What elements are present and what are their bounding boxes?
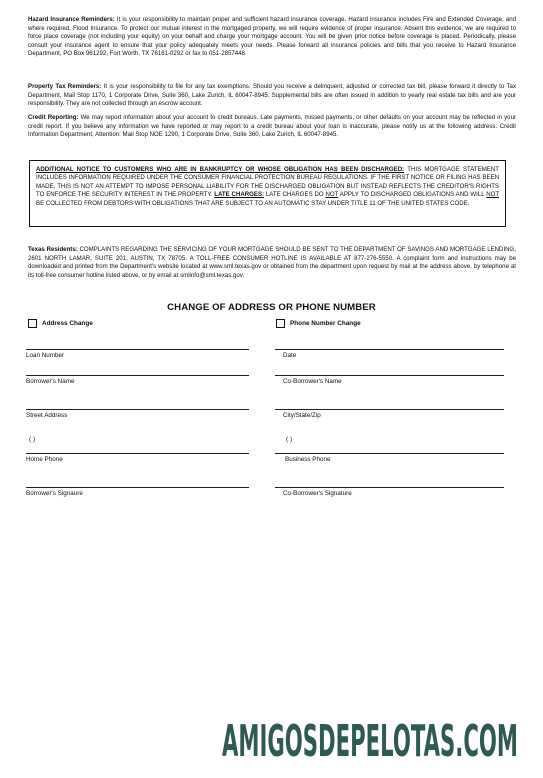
- borrower-signature-field[interactable]: [26, 487, 249, 497]
- address-change-option[interactable]: [28, 319, 93, 328]
- loan-number-label: Loan Number: [26, 352, 65, 359]
- phone-change-option[interactable]: [276, 319, 361, 328]
- co-borrower-name-field[interactable]: [275, 375, 504, 385]
- hazard-insurance-paragraph: [28, 16, 516, 59]
- address-change-label: Address Change: [42, 320, 93, 327]
- hazard-text: It is your responsibility to maintain proper and sufficient hazard insurance coverage. Hazard insurance includes Fire and Extended Coverage, and where required, Flood Insurance. To protect our mutual interest in the mortgaged property, we will require evidence of proper insurance. Absent this evidence, we are required to force place coverage (not including your equity) on your behalf and charge your mortgage account. You will be given prior notice before coverage is placed. Periodically, please consult your insurance agent to ensure that your policy adequately meets your needs. Please forward all insurance policies and bills that you receive to Hazard Insurance Department, PO Box 961292, Fort Worth, TX 76161-0292 or fax to 051-2857448.: [28, 16, 516, 58]
- business-phone-area-code: ( ): [286, 436, 293, 443]
- business-phone-field[interactable]: [275, 453, 504, 463]
- borrower-signature-label: Borrower's Signaure: [26, 490, 83, 497]
- texas-heading: Texas Residents:: [28, 246, 78, 253]
- phone-change-checkbox[interactable]: [276, 319, 285, 328]
- notice-text-4: BE COLLECTED FROM DEBTORS WITH OBLIGATIONS THAT ARE SUBJECT TO AN AUTOMATIC STAY UNDER TITLE 11 OF THE UNITED STATES CODE.: [36, 199, 470, 207]
- notice-not-1: NOT: [325, 191, 339, 199]
- date-field[interactable]: [275, 349, 504, 359]
- notice-text-3: APPLY TO DISCHARGED OBLIGATIONS AND WILL: [338, 191, 487, 199]
- phone-change-label: Phone Number Change: [290, 320, 361, 327]
- notice-not-2: NOT: [486, 191, 499, 199]
- business-phone-label: Business Phone: [285, 456, 331, 463]
- city-state-zip-label: City/State/Zip: [283, 412, 321, 419]
- city-state-zip-field[interactable]: [275, 409, 504, 419]
- home-phone-area-code: ( ): [29, 436, 36, 443]
- home-phone-field[interactable]: [26, 453, 249, 463]
- loan-number-field[interactable]: [26, 349, 249, 359]
- texas-residents-paragraph: [28, 246, 516, 280]
- watermark-text: AMIGOSDEPELOTAS.COM: [221, 715, 518, 767]
- credit-text: We may report information about your account to credit bureaus. Late payments, missed payments, or other defaults on your account may be reflected in your credit report. If you believe any information we have reported or may report to a credit bureau about your loan is inaccurate, please notify us at the following address: Credit Information Department, Attention: Mail Stop NOE 1290, 1 Corporate Drive, Suite 360, Lake Zurich, IL 60047-8945.: [28, 114, 516, 139]
- bankruptcy-notice-box: [29, 160, 506, 227]
- texas-text: COMPLAINTS REGARDING THE SERVICING OF YOUR MORTGAGE SHOULD BE SENT TO THE DEPARTMENT OF SAVINGS AND MORTGAGE LENDING, 2601 NORTH LAMAR, SUITE 201, AUSTIN, TX 78705. A TOLL-FREE CONSUMER HOTLINE IS AVAILABLE AT 877-276-5550. A complaint form and instructions may be downloaded and printed from the Department's website located at www.sml.texas.gov or obtained from the department upon request by mail at the address above, by telephone at its toll-free consumer hotline listed above, or by email at smlinfo@sml.texas.gov.: [28, 246, 516, 279]
- street-address-field[interactable]: [26, 409, 249, 419]
- property-tax-text: It is your responsibility to file for any tax exemptions. Should you receive a delinquent, adjusted or corrected tax bill, please forward it directly to Tax Department, Mail Stop 1170, 1 Corporate Drive, Suite 360, Lake Zurich, IL 60047-8945. Supplemental bills are often issued in addition to yearly real estate tax bills and are your responsibility. They are not collected through an escrow account.: [28, 83, 516, 108]
- street-address-label: Street Address: [26, 412, 68, 419]
- date-label: Date: [283, 352, 297, 359]
- borrower-name-label: Borrower's Name: [26, 378, 75, 385]
- property-tax-heading: Property Tax Reminders:: [28, 83, 102, 90]
- notice-text-2: LATE CHARGES DO: [264, 191, 326, 199]
- co-borrower-signature-label: Co-Borrower's Signature: [283, 490, 352, 497]
- notice-heading: ADDITIONAL NOTICE TO CUSTOMERS WHO ARE IN BANKRUPTCY OR WHOSE OBLIGATION HAS BEEN DISCHARGED:: [36, 166, 405, 173]
- late-charges-heading: LATE CHARGES:: [214, 191, 265, 199]
- borrower-name-field[interactable]: [26, 375, 249, 385]
- change-of-address-title: CHANGE OF ADDRESS OR PHONE NUMBER: [167, 302, 376, 313]
- notice-text-1: THIS MORTGAGE STATEMENT INCLUDES INFORMATION REQUIRED UNDER THE CONSUMER FINANCIAL PROTECTION BUREAU REGULATIONS. IF THE FIRST NOTICE OR FILING HAS BEEN MADE, THIS IS NOT AN ATTEMPT TO IMPOSE PERSONAL LIABILITY FOR THE DISCHARGED OBLIGATION BUT INSTEAD REFLECTS THE CREDITOR'S RIGHTS TO ENFORCE THE SECURITY INTEREST IN THE PROPERTY.: [36, 166, 499, 199]
- property-tax-paragraph: [28, 83, 516, 109]
- credit-reporting-paragraph: [28, 114, 516, 140]
- address-change-checkbox[interactable]: [28, 319, 37, 328]
- hazard-heading: Hazard Insurance Reminders:: [28, 16, 115, 23]
- watermark-logo: [220, 712, 520, 768]
- co-borrower-name-label: Co-Borrower's Name: [283, 378, 342, 385]
- credit-heading: Credit Reporting:: [28, 114, 79, 121]
- co-borrower-signature-field[interactable]: [275, 487, 504, 497]
- home-phone-label: Home Phone: [26, 456, 63, 463]
